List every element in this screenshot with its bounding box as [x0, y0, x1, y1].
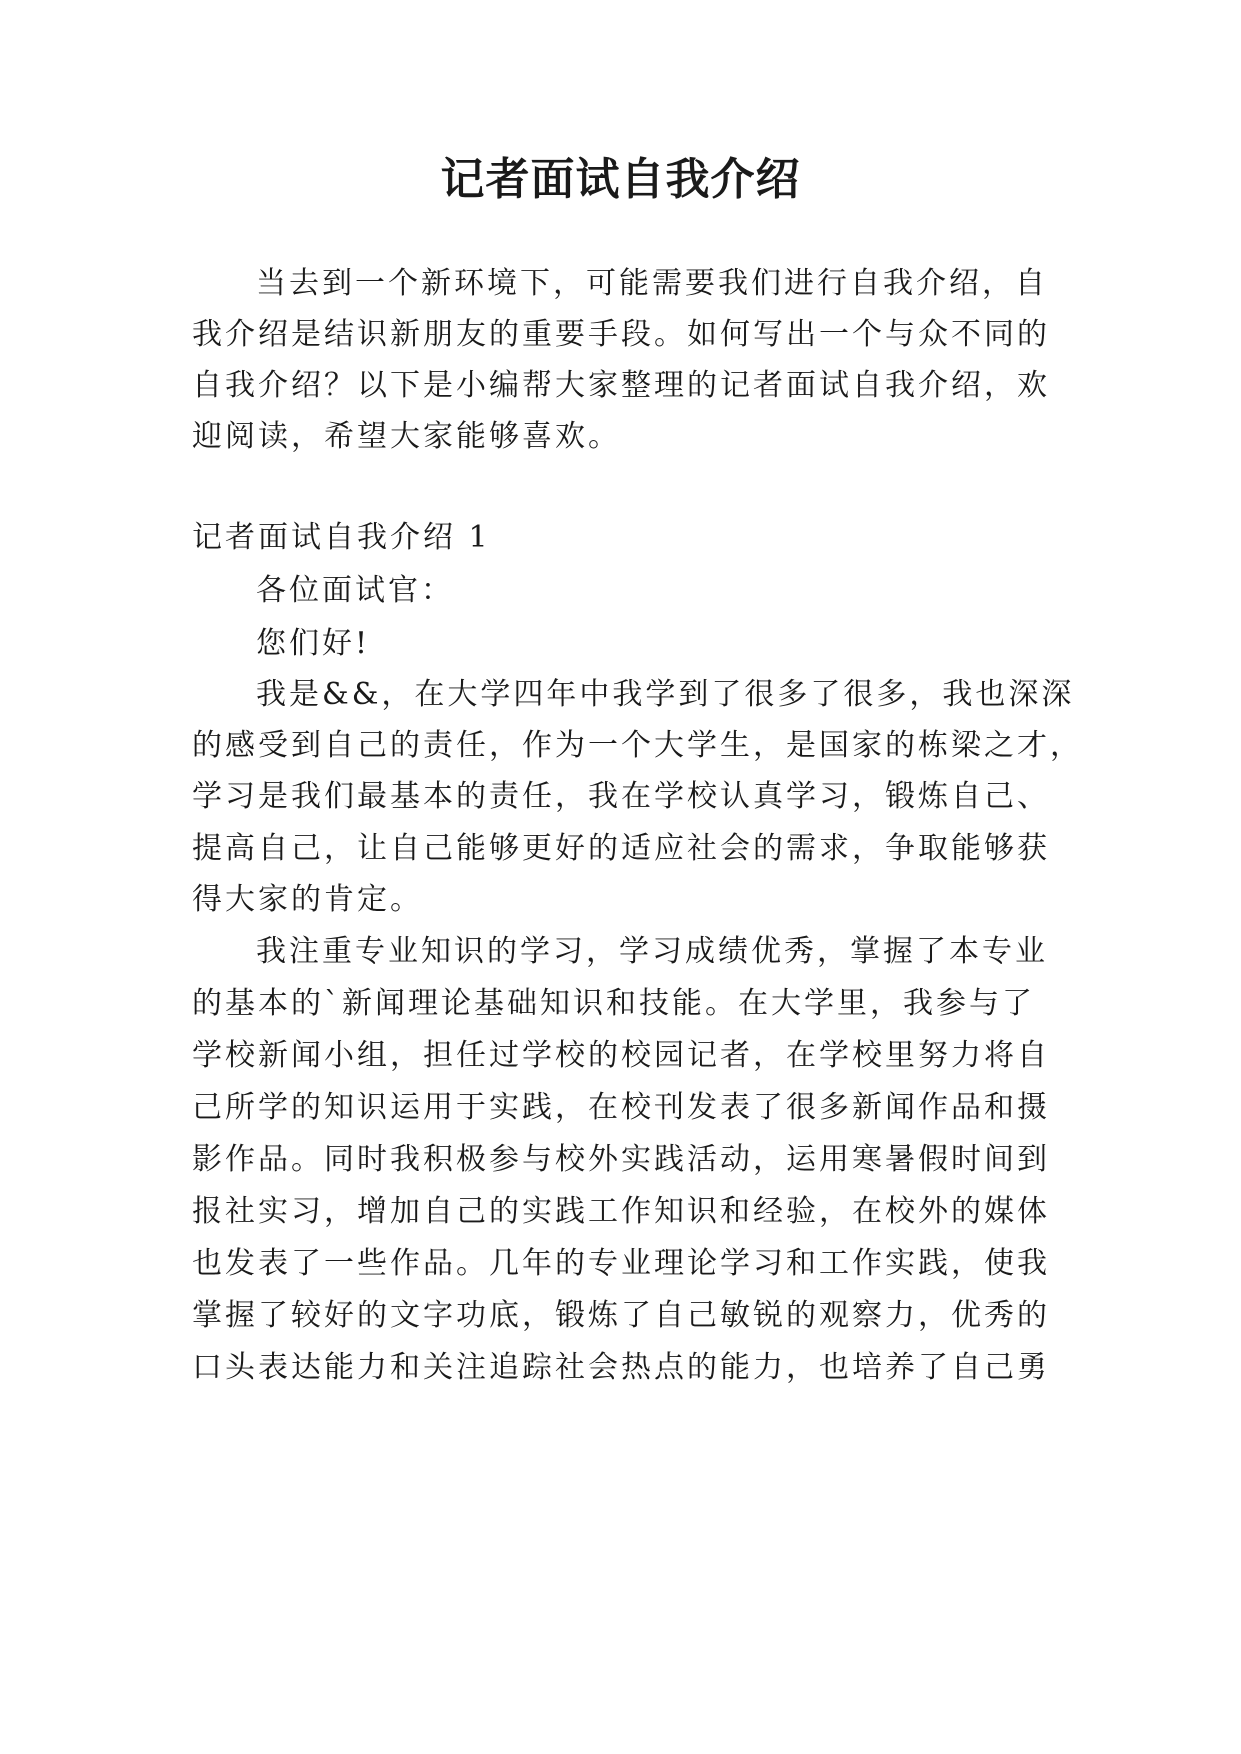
paragraph2-line: 掌握了较好的文字功底，锻炼了自己敏锐的观察力，优秀的	[192, 1298, 1050, 1333]
paragraph2-line: 的基本的`新闻理论基础知识和技能。在大学里，我参与了	[192, 986, 1035, 1021]
paragraph2-line: 学校新闻小组，担任过学校的校园记者，在学校里努力将自	[192, 1038, 1050, 1073]
paragraph1-line: 提高自己，让自己能够更好的适应社会的需求，争取能够获	[192, 831, 1050, 866]
paragraph1-line: 我是&&，在大学四年中我学到了很多了很多，我也深深	[256, 677, 1075, 712]
paragraph2-line: 也发表了一些作品。几年的专业理论学习和工作实践，使我	[192, 1246, 1050, 1281]
greeting: 您们好!	[256, 626, 371, 661]
paragraph1-line: 学习是我们最基本的责任，我在学校认真学习，锻炼自己、	[192, 779, 1050, 814]
intro-line: 当去到一个新环境下，可能需要我们进行自我介绍，自	[256, 266, 1048, 301]
salutation: 各位面试官：	[256, 573, 454, 608]
document-title: 记者面试自我介绍	[440, 154, 801, 205]
paragraph2-line: 我注重专业知识的学习，学习成绩优秀，掌握了本专业	[256, 934, 1048, 969]
paragraph1-line: 的感受到自己的责任，作为一个大学生，是国家的栋梁之才，	[192, 728, 1083, 763]
paragraph2-line: 口头表达能力和关注追踪社会热点的能力，也培养了自己勇	[192, 1350, 1050, 1385]
paragraph1-line: 得大家的肯定。	[192, 882, 423, 917]
paragraph2-line: 报社实习，增加自己的实践工作知识和经验，在校外的媒体	[192, 1194, 1050, 1229]
intro-line: 自我介绍？以下是小编帮大家整理的记者面试自我介绍，欢	[192, 368, 1050, 403]
paragraph2-line: 己所学的知识运用于实践，在校刊发表了很多新闻作品和摄	[192, 1090, 1050, 1125]
intro-line: 我介绍是结识新朋友的重要手段。如何写出一个与众不同的	[192, 317, 1050, 352]
paragraph2-line: 影作品。同时我积极参与校外实践活动，运用寒暑假时间到	[192, 1142, 1050, 1177]
intro-line: 迎阅读，希望大家能够喜欢。	[192, 419, 621, 454]
section-heading: 记者面试自我介绍 1	[192, 520, 491, 555]
